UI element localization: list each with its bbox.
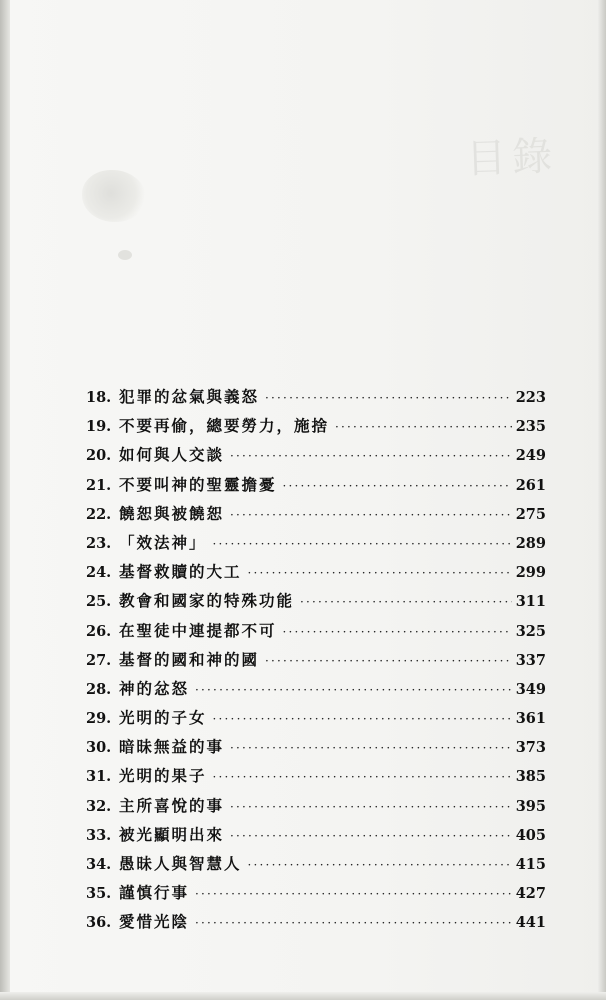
toc-entry bbox=[86, 733, 546, 762]
dot-leader bbox=[230, 501, 512, 530]
dot-leader bbox=[230, 793, 512, 822]
toc-entry-number: 36. bbox=[86, 914, 112, 932]
toc-entry-title: 在聖徒中連提都不可 bbox=[119, 621, 277, 640]
toc-entry-number: 29. bbox=[86, 710, 112, 728]
toc-entry-title: 基督救贖的大工 bbox=[119, 563, 242, 582]
toc-entry-number: 32. bbox=[86, 797, 112, 815]
toc-entry bbox=[86, 821, 546, 850]
page-right-edge bbox=[598, 0, 606, 1000]
toc-entry bbox=[86, 675, 546, 704]
toc-entry-page-number: 441 bbox=[515, 914, 546, 932]
toc-entry-number: 22. bbox=[86, 505, 112, 523]
dot-leader bbox=[265, 647, 512, 676]
toc-entry-page-number: 325 bbox=[515, 622, 546, 640]
bleed-through-blot bbox=[82, 170, 146, 222]
dot-leader bbox=[230, 734, 512, 763]
page-left-edge bbox=[0, 0, 10, 1000]
toc-entry-number: 27. bbox=[86, 651, 112, 669]
dot-leader bbox=[195, 676, 512, 705]
toc-entry-number: 26. bbox=[86, 622, 112, 640]
dot-leader bbox=[283, 472, 512, 501]
toc-entry bbox=[86, 879, 546, 908]
dot-leader bbox=[265, 384, 512, 413]
toc-entry-number: 33. bbox=[86, 826, 112, 844]
page-bottom-edge bbox=[0, 992, 606, 1000]
toc-entry-number: 35. bbox=[86, 885, 112, 903]
dot-leader bbox=[230, 442, 512, 471]
toc-entry-title: 如何與人交談 bbox=[119, 446, 225, 465]
toc-entry-title: 謹慎行事 bbox=[119, 884, 190, 903]
toc-entry bbox=[86, 529, 546, 558]
toc-entry-page-number: 337 bbox=[515, 651, 546, 669]
dot-leader bbox=[248, 851, 512, 880]
dot-leader bbox=[213, 705, 512, 734]
toc-entry bbox=[86, 704, 546, 733]
toc-entry-number: 20. bbox=[86, 447, 112, 465]
toc-entry-page-number: 415 bbox=[515, 856, 546, 873]
dot-leader bbox=[283, 618, 512, 647]
toc-entry bbox=[86, 908, 546, 937]
toc-entry-number: 21. bbox=[86, 476, 112, 494]
toc-entry-title: 犯罪的忿氣與義怒 bbox=[119, 388, 260, 406]
dot-leader bbox=[213, 763, 512, 792]
toc-entry-title: 愚昧人與智慧人 bbox=[119, 855, 242, 873]
dot-leader bbox=[248, 559, 512, 588]
toc-entry-title: 不要叫神的聖靈擔憂 bbox=[119, 475, 277, 494]
toc-entry-title: 光明的果子 bbox=[119, 767, 207, 786]
toc-entry-number: 31. bbox=[86, 768, 112, 786]
toc-entry-title: 饒恕與被饒恕 bbox=[119, 504, 225, 523]
toc-entry-page-number: 235 bbox=[515, 418, 546, 436]
toc-entry bbox=[86, 471, 546, 500]
toc-entry-page-number: 427 bbox=[515, 885, 546, 903]
toc-entry-title: 主所喜悅的事 bbox=[119, 796, 225, 815]
toc-entry-page-number: 275 bbox=[515, 505, 546, 523]
bleed-through-dot bbox=[118, 250, 132, 260]
table-of-contents bbox=[86, 383, 546, 938]
dot-leader bbox=[195, 880, 512, 909]
toc-entry-page-number: 223 bbox=[515, 389, 546, 406]
dot-leader bbox=[213, 530, 512, 559]
toc-entry bbox=[86, 617, 546, 646]
toc-entry-number: 28. bbox=[86, 680, 112, 698]
toc-entry-title: 暗昧無益的事 bbox=[119, 738, 225, 757]
toc-entry-title: 教會和國家的特殊功能 bbox=[119, 592, 295, 611]
toc-entry-number: 19. bbox=[86, 418, 112, 436]
toc-entry-page-number: 299 bbox=[515, 564, 546, 582]
toc-entry-page-number: 249 bbox=[515, 447, 546, 465]
dot-leader bbox=[335, 413, 512, 442]
toc-entry bbox=[86, 762, 546, 791]
toc-entry bbox=[86, 587, 546, 616]
toc-entry-page-number: 311 bbox=[515, 593, 546, 611]
toc-entry-title: 被光顯明出來 bbox=[119, 825, 225, 844]
toc-entry-page-number: 349 bbox=[515, 680, 546, 698]
toc-entry bbox=[86, 646, 546, 675]
toc-entry bbox=[86, 558, 546, 587]
toc-entry-page-number: 395 bbox=[515, 797, 546, 815]
dot-leader bbox=[195, 909, 512, 938]
bleed-through-heading: 目錄 bbox=[465, 133, 559, 183]
toc-entry-number: 23. bbox=[86, 534, 112, 552]
toc-entry-number: 34. bbox=[86, 856, 112, 873]
toc-entry-title: 光明的子女 bbox=[119, 709, 207, 728]
toc-entry-number: 24. bbox=[86, 564, 112, 582]
toc-entry-title: 神的忿怒 bbox=[119, 679, 190, 698]
toc-entry-page-number: 261 bbox=[515, 476, 546, 494]
toc-entry-title: 不要再偷，總要勞力，施捨 bbox=[119, 417, 330, 436]
toc-entry-page-number: 289 bbox=[515, 534, 546, 552]
toc-entry-page-number: 361 bbox=[515, 710, 546, 728]
toc-entry-title: 基督的國和神的國 bbox=[119, 650, 260, 669]
toc-entry bbox=[86, 412, 546, 441]
toc-entry bbox=[86, 792, 546, 821]
toc-entry-page-number: 405 bbox=[515, 826, 546, 844]
toc-entry-page-number: 373 bbox=[515, 739, 546, 757]
toc-entry-title: 愛惜光陰 bbox=[119, 913, 190, 932]
toc-entry bbox=[86, 383, 546, 412]
dot-leader bbox=[230, 822, 512, 851]
toc-entry-number: 18. bbox=[86, 389, 112, 406]
toc-entry bbox=[86, 850, 546, 879]
dot-leader bbox=[300, 588, 512, 617]
toc-entry-page-number: 385 bbox=[515, 768, 546, 786]
toc-entry bbox=[86, 441, 546, 470]
toc-entry bbox=[86, 500, 546, 529]
toc-entry-title: 「效法神」 bbox=[119, 533, 207, 552]
toc-entry-number: 30. bbox=[86, 739, 112, 757]
toc-entry-number: 25. bbox=[86, 593, 112, 611]
